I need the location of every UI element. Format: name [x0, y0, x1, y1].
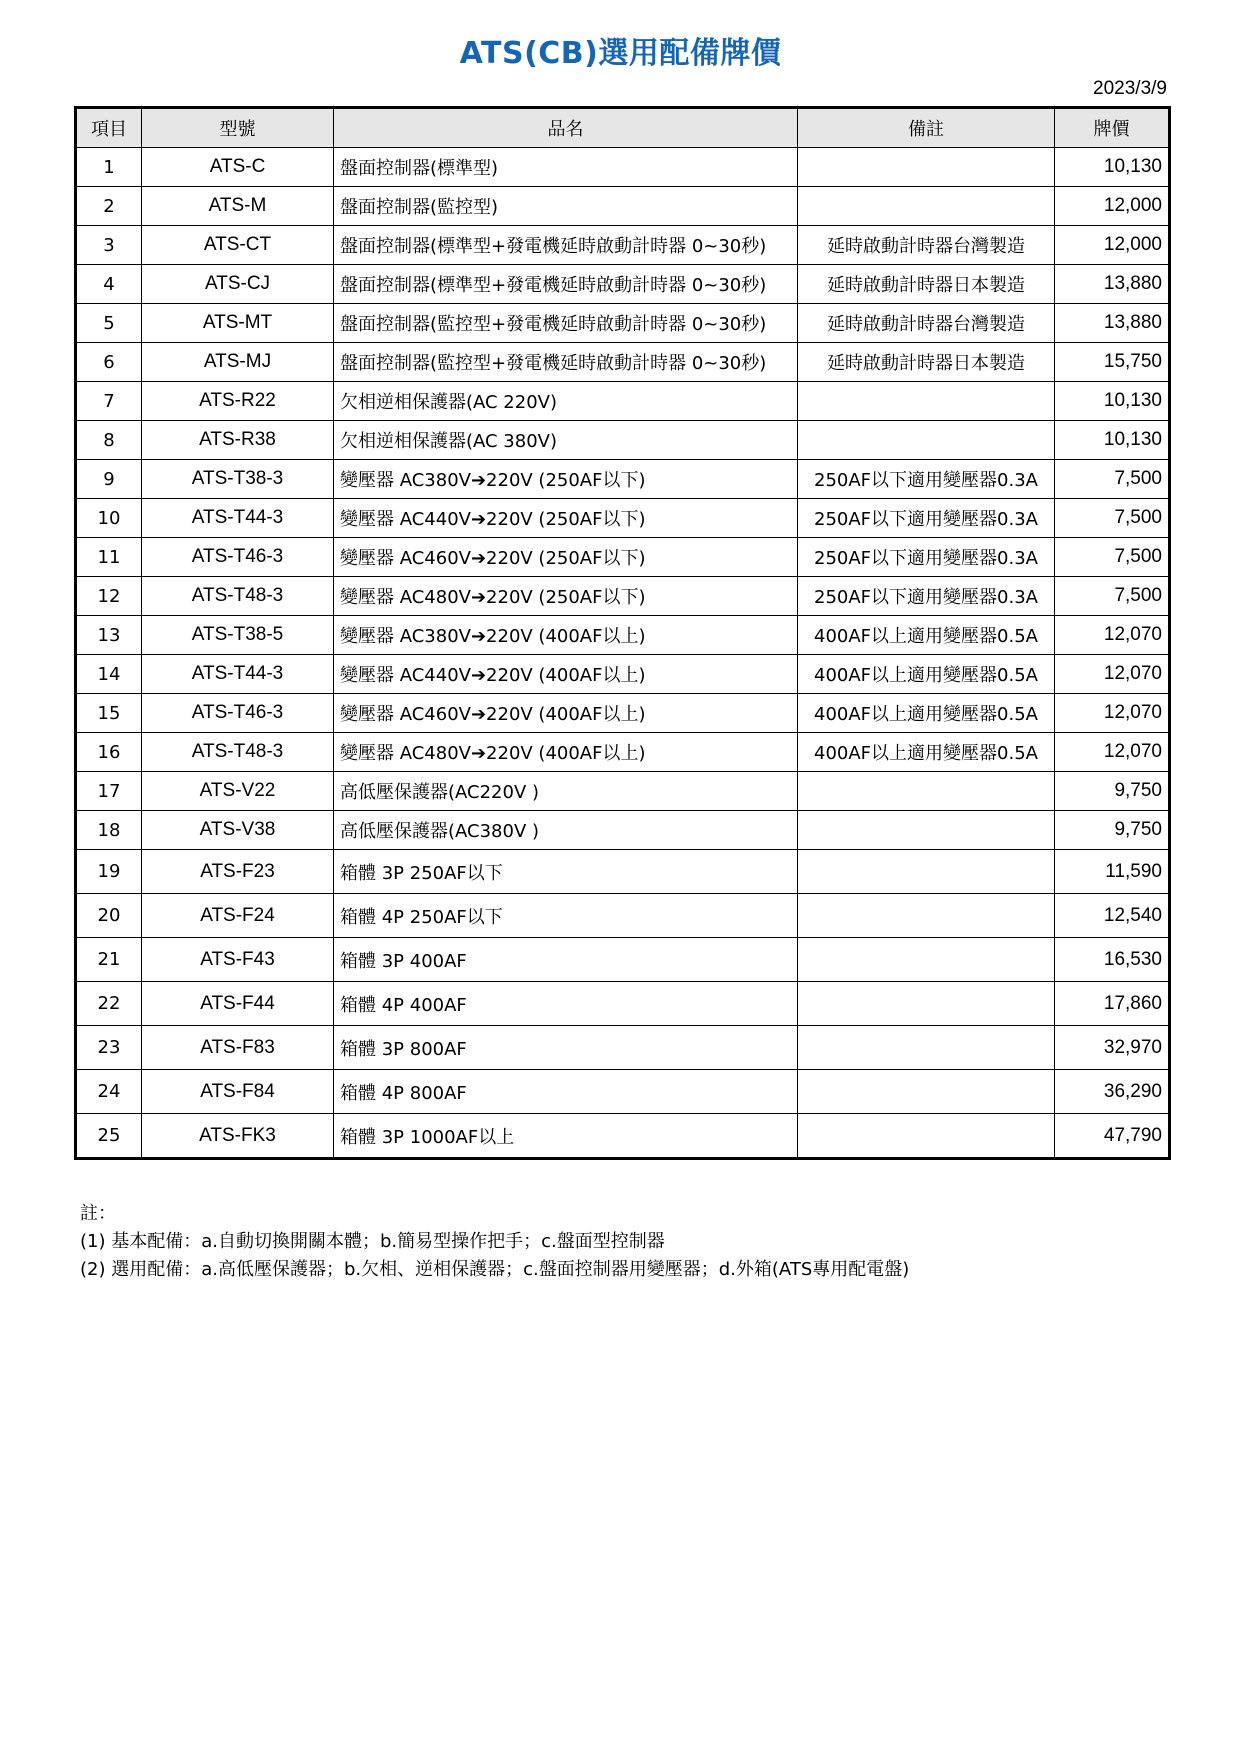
header-item-no: 項目	[76, 108, 142, 148]
model-cell: ATS-T38-3	[142, 460, 334, 499]
table-row	[76, 499, 1170, 538]
remark-cell	[798, 1114, 1055, 1159]
table-row	[76, 226, 1170, 265]
model-cell: ATS-T44-3	[142, 655, 334, 694]
remark-cell: 250AF以下適用變壓器0.3A	[798, 577, 1055, 616]
price-cell: 7,500	[1055, 538, 1170, 577]
model-cell: ATS-R22	[142, 382, 334, 421]
model-cell: ATS-MJ	[142, 343, 334, 382]
remark-cell	[798, 187, 1055, 226]
table-row	[76, 382, 1170, 421]
item-no-cell: 23	[76, 1026, 142, 1070]
price-cell: 12,000	[1055, 187, 1170, 226]
table-header-row	[76, 108, 1170, 148]
model-cell: ATS-T48-3	[142, 577, 334, 616]
price-cell: 12,070	[1055, 616, 1170, 655]
note-line-optional: (2) 選用配備：a.高低壓保護器；b.欠相、逆相保護器；c.盤面控制器用變壓器；d.外箱(ATS專用配電盤)	[80, 1259, 910, 1280]
table-row	[76, 538, 1170, 577]
product-name-cell: 箱體 4P 250AF以下	[334, 894, 798, 938]
table-row	[76, 694, 1170, 733]
item-no-cell: 9	[76, 460, 142, 499]
table-row	[76, 343, 1170, 382]
table-row	[76, 982, 1170, 1026]
model-cell: ATS-F24	[142, 894, 334, 938]
model-cell: ATS-T38-5	[142, 616, 334, 655]
product-name-cell: 箱體 4P 400AF	[334, 982, 798, 1026]
item-no-cell: 12	[76, 577, 142, 616]
model-cell: ATS-M	[142, 187, 334, 226]
item-no-cell: 20	[76, 894, 142, 938]
price-cell: 32,970	[1055, 1026, 1170, 1070]
model-cell: ATS-F83	[142, 1026, 334, 1070]
item-no-cell: 21	[76, 938, 142, 982]
model-cell: ATS-CT	[142, 226, 334, 265]
remark-cell	[798, 982, 1055, 1026]
table-row	[76, 850, 1170, 894]
model-cell: ATS-T46-3	[142, 694, 334, 733]
product-name-cell: 盤面控制器(監控型)	[334, 187, 798, 226]
remark-cell	[798, 1026, 1055, 1070]
header-remark: 備註	[798, 108, 1055, 148]
model-cell: ATS-R38	[142, 421, 334, 460]
product-name-cell: 盤面控制器(監控型+發電機延時啟動計時器 0~30秒)	[334, 304, 798, 343]
remark-cell: 250AF以下適用變壓器0.3A	[798, 499, 1055, 538]
item-no-cell: 2	[76, 187, 142, 226]
model-cell: ATS-MT	[142, 304, 334, 343]
price-cell: 9,750	[1055, 772, 1170, 811]
remark-cell: 400AF以上適用變壓器0.5A	[798, 616, 1055, 655]
item-no-cell: 6	[76, 343, 142, 382]
price-cell: 10,130	[1055, 382, 1170, 421]
remark-cell	[798, 811, 1055, 850]
product-name-cell: 盤面控制器(監控型+發電機延時啟動計時器 0~30秒)	[334, 343, 798, 382]
item-no-cell: 14	[76, 655, 142, 694]
product-name-cell: 變壓器 AC480V➔220V (250AF以下)	[334, 577, 798, 616]
price-cell: 12,070	[1055, 733, 1170, 772]
price-cell: 36,290	[1055, 1070, 1170, 1114]
remark-cell	[798, 1070, 1055, 1114]
item-no-cell: 16	[76, 733, 142, 772]
remark-cell: 400AF以上適用變壓器0.5A	[798, 733, 1055, 772]
table-row	[76, 1114, 1170, 1159]
model-cell: ATS-T46-3	[142, 538, 334, 577]
price-cell: 13,880	[1055, 304, 1170, 343]
item-no-cell: 3	[76, 226, 142, 265]
table-row	[76, 1070, 1170, 1114]
model-cell: ATS-C	[142, 148, 334, 187]
product-name-cell: 箱體 3P 400AF	[334, 938, 798, 982]
table-row	[76, 421, 1170, 460]
product-name-cell: 欠相逆相保護器(AC 380V)	[334, 421, 798, 460]
item-no-cell: 13	[76, 616, 142, 655]
item-no-cell: 18	[76, 811, 142, 850]
table-row	[76, 148, 1170, 187]
item-no-cell: 11	[76, 538, 142, 577]
model-cell: ATS-F84	[142, 1070, 334, 1114]
remark-cell	[798, 850, 1055, 894]
product-name-cell: 變壓器 AC380V➔220V (400AF以上)	[334, 616, 798, 655]
price-cell: 12,070	[1055, 694, 1170, 733]
table-row	[76, 616, 1170, 655]
product-name-cell: 盤面控制器(標準型+發電機延時啟動計時器 0~30秒)	[334, 265, 798, 304]
remark-cell	[798, 894, 1055, 938]
product-name-cell: 高低壓保護器(AC220V )	[334, 772, 798, 811]
remark-cell: 延時啟動計時器日本製造	[798, 343, 1055, 382]
notes-section	[80, 1200, 909, 1284]
item-no-cell: 1	[76, 148, 142, 187]
price-cell: 7,500	[1055, 460, 1170, 499]
product-name-cell: 變壓器 AC460V➔220V (250AF以下)	[334, 538, 798, 577]
table-row	[76, 265, 1170, 304]
item-no-cell: 5	[76, 304, 142, 343]
price-cell: 10,130	[1055, 148, 1170, 187]
model-cell: ATS-V22	[142, 772, 334, 811]
item-no-cell: 15	[76, 694, 142, 733]
model-cell: ATS-CJ	[142, 265, 334, 304]
price-cell: 7,500	[1055, 577, 1170, 616]
product-name-cell: 變壓器 AC480V➔220V (400AF以上)	[334, 733, 798, 772]
notes-heading: 註：	[80, 1203, 116, 1224]
table-row	[76, 577, 1170, 616]
item-no-cell: 8	[76, 421, 142, 460]
price-cell: 7,500	[1055, 499, 1170, 538]
product-name-cell: 變壓器 AC460V➔220V (400AF以上)	[334, 694, 798, 733]
price-cell: 47,790	[1055, 1114, 1170, 1159]
item-no-cell: 4	[76, 265, 142, 304]
price-cell: 11,590	[1055, 850, 1170, 894]
table-row	[76, 938, 1170, 982]
product-name-cell: 欠相逆相保護器(AC 220V)	[334, 382, 798, 421]
remark-cell	[798, 148, 1055, 187]
item-no-cell: 17	[76, 772, 142, 811]
remark-cell	[798, 382, 1055, 421]
table-row	[76, 733, 1170, 772]
table-row	[76, 1026, 1170, 1070]
item-no-cell: 22	[76, 982, 142, 1026]
remark-cell	[798, 938, 1055, 982]
product-name-cell: 箱體 3P 250AF以下	[334, 850, 798, 894]
product-name-cell: 變壓器 AC440V➔220V (400AF以上)	[334, 655, 798, 694]
table-row	[76, 304, 1170, 343]
price-cell: 17,860	[1055, 982, 1170, 1026]
price-cell: 13,880	[1055, 265, 1170, 304]
model-cell: ATS-T44-3	[142, 499, 334, 538]
remark-cell: 400AF以上適用變壓器0.5A	[798, 694, 1055, 733]
remark-cell	[798, 772, 1055, 811]
remark-cell: 延時啟動計時器台灣製造	[798, 226, 1055, 265]
page-title: ATS(CB)選用配備牌價	[459, 36, 782, 71]
price-cell: 9,750	[1055, 811, 1170, 850]
model-cell: ATS-FK3	[142, 1114, 334, 1159]
table-row	[76, 187, 1170, 226]
price-cell: 12,000	[1055, 226, 1170, 265]
table-row	[76, 655, 1170, 694]
model-cell: ATS-V38	[142, 811, 334, 850]
item-no-cell: 24	[76, 1070, 142, 1114]
remark-cell	[798, 421, 1055, 460]
remark-cell: 250AF以下適用變壓器0.3A	[798, 538, 1055, 577]
remark-cell: 延時啟動計時器台灣製造	[798, 304, 1055, 343]
product-name-cell: 箱體 3P 800AF	[334, 1026, 798, 1070]
table-row	[76, 811, 1170, 850]
header-model: 型號	[142, 108, 334, 148]
document-date: 2023/3/9	[1093, 78, 1167, 99]
item-no-cell: 19	[76, 850, 142, 894]
product-name-cell: 盤面控制器(標準型+發電機延時啟動計時器 0~30秒)	[334, 226, 798, 265]
price-cell: 12,070	[1055, 655, 1170, 694]
table-row	[76, 772, 1170, 811]
model-cell: ATS-F44	[142, 982, 334, 1026]
table-row	[76, 894, 1170, 938]
item-no-cell: 7	[76, 382, 142, 421]
model-cell: ATS-F23	[142, 850, 334, 894]
model-cell: ATS-F43	[142, 938, 334, 982]
price-cell: 12,540	[1055, 894, 1170, 938]
remark-cell: 400AF以上適用變壓器0.5A	[798, 655, 1055, 694]
price-cell: 10,130	[1055, 421, 1170, 460]
product-name-cell: 盤面控制器(標準型)	[334, 148, 798, 187]
header-price: 牌價	[1055, 108, 1170, 148]
header-product-name: 品名	[334, 108, 798, 148]
price-table	[74, 106, 1171, 1160]
table-row	[76, 460, 1170, 499]
product-name-cell: 箱體 4P 800AF	[334, 1070, 798, 1114]
remark-cell: 延時啟動計時器日本製造	[798, 265, 1055, 304]
item-no-cell: 25	[76, 1114, 142, 1159]
item-no-cell: 10	[76, 499, 142, 538]
remark-cell: 250AF以下適用變壓器0.3A	[798, 460, 1055, 499]
table-body	[76, 148, 1170, 1159]
model-cell: ATS-T48-3	[142, 733, 334, 772]
product-name-cell: 高低壓保護器(AC380V )	[334, 811, 798, 850]
price-cell: 16,530	[1055, 938, 1170, 982]
product-name-cell: 變壓器 AC380V➔220V (250AF以下)	[334, 460, 798, 499]
product-name-cell: 變壓器 AC440V➔220V (250AF以下)	[334, 499, 798, 538]
price-cell: 15,750	[1055, 343, 1170, 382]
note-line-basic: (1) 基本配備：a.自動切換開關本體；b.簡易型操作把手；c.盤面型控制器	[80, 1231, 665, 1252]
product-name-cell: 箱體 3P 1000AF以上	[334, 1114, 798, 1159]
